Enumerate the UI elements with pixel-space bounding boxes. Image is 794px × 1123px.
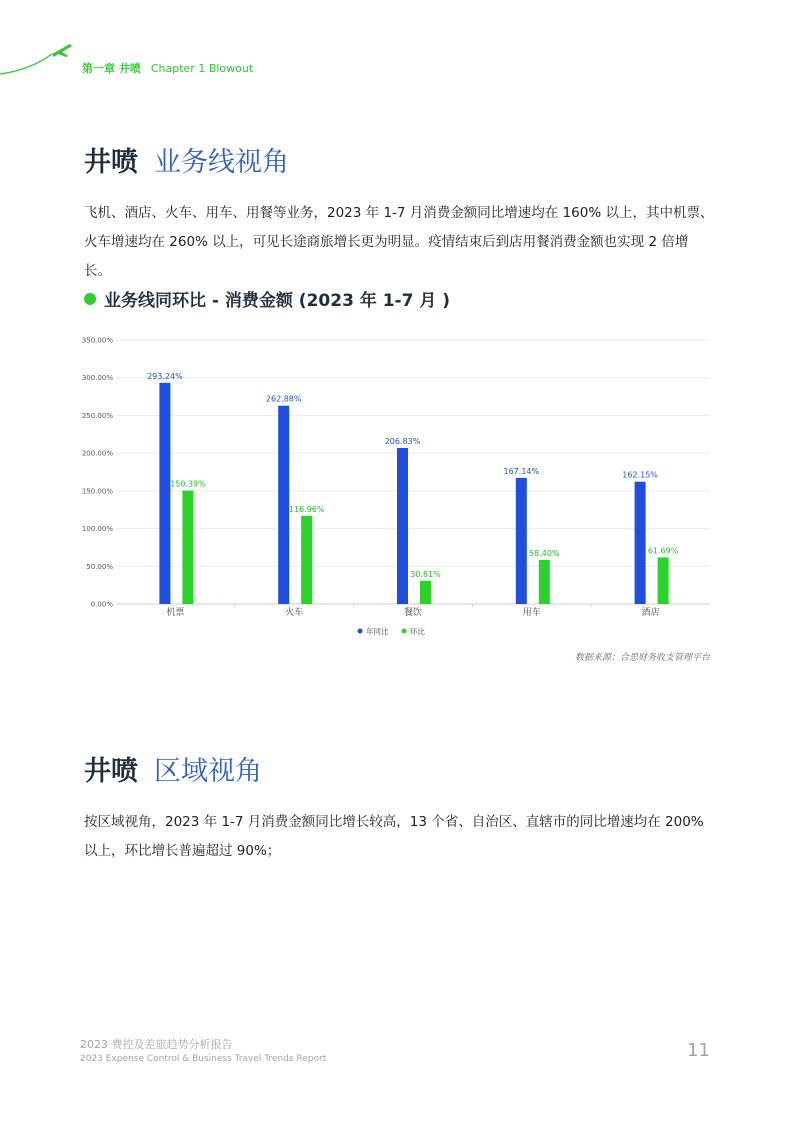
x-category-label: 酒店 xyxy=(641,608,660,618)
y-tick-label: 100.00% xyxy=(81,525,113,534)
data-label: 162.15% xyxy=(622,470,658,480)
bar-yoy xyxy=(159,383,170,604)
legend-label: 环比 xyxy=(410,627,425,636)
bar-yoy xyxy=(278,406,289,604)
bullet-dot-icon xyxy=(84,293,96,305)
y-tick-label: 250.00% xyxy=(81,411,113,420)
section-title-blue: 区域视角 xyxy=(154,756,262,787)
bar-chart xyxy=(60,325,720,645)
data-label: 167.14% xyxy=(503,466,540,476)
section-title-dark: 井喷 xyxy=(84,756,138,787)
data-label: 30.81% xyxy=(410,569,441,579)
data-label: 58.40% xyxy=(529,548,560,558)
data-label: 116.96% xyxy=(288,504,325,514)
bar-mom xyxy=(301,516,312,604)
footer xyxy=(80,1036,326,1064)
x-category-label: 用车 xyxy=(522,608,541,618)
page-number: 11 xyxy=(687,1040,710,1061)
legend-marker xyxy=(402,629,407,634)
x-category-label: 火车 xyxy=(285,608,304,618)
bar-mom xyxy=(539,560,550,604)
data-label: 206.83% xyxy=(384,436,421,446)
bar-yoy xyxy=(516,478,527,604)
section-paragraph: 按区域视角，2023 年 1-7 月消费金额同比增长较高，13 个省、自治区、直辖市的同比增速均在 200% 以上，环比增长普遍超过 90%； xyxy=(84,814,704,859)
section-title-business-line xyxy=(84,140,289,179)
data-label: 150.39% xyxy=(170,479,206,489)
section-paragraph: 飞机、酒店、火车、用车、用餐等业务，2023 年 1-7 月消费金额同比增速均在 160% 以上，其中机票、火车增速均在 260% 以上，可见长途商旅增长更为明显。疫情结束后到店用餐消费金额也实现 2 倍增长。 xyxy=(84,205,714,279)
chart-title xyxy=(84,286,450,311)
section-title-blue: 业务线视角 xyxy=(154,147,289,178)
y-tick-label: 50.00% xyxy=(86,562,113,571)
bar-mom xyxy=(658,557,669,604)
section-title-dark: 井喷 xyxy=(84,147,138,178)
x-category-label: 机票 xyxy=(166,608,185,618)
y-tick-label: 0.00% xyxy=(90,600,113,609)
data-label: 61.69% xyxy=(647,546,679,556)
chapter-en: Chapter 1 Blowout xyxy=(150,62,254,75)
bar-mom xyxy=(182,491,193,604)
chart-title-text: 业务线同环比 - 消费金额 (2023 年 1-7 月 ) xyxy=(104,291,451,311)
section-title-region xyxy=(84,749,262,788)
legend-label: 年同比 xyxy=(366,627,389,636)
x-category-label: 餐饮 xyxy=(403,608,423,618)
airplane-icon xyxy=(0,40,90,80)
bar-yoy xyxy=(397,448,408,604)
y-tick-label: 150.00% xyxy=(81,487,113,496)
data-label: 262.88% xyxy=(265,394,302,404)
y-tick-label: 350.00% xyxy=(81,336,113,345)
footer-title-en: 2023 Expense Control & Business Travel Trends Report xyxy=(80,1054,327,1064)
y-tick-label: 300.00% xyxy=(81,374,113,383)
bar-mom xyxy=(420,581,431,604)
data-source: 数据来源：合思财务收支管理平台 xyxy=(574,653,710,663)
legend-marker xyxy=(358,629,363,634)
bar-yoy xyxy=(635,482,646,604)
chapter-label xyxy=(82,60,253,76)
data-label: 293.24% xyxy=(147,371,183,381)
chapter-cn: 第一章 井喷 xyxy=(82,62,141,75)
y-tick-label: 200.00% xyxy=(81,449,113,458)
footer-title-cn: 2023 费控及差旅趋势分析报告 xyxy=(80,1038,233,1051)
